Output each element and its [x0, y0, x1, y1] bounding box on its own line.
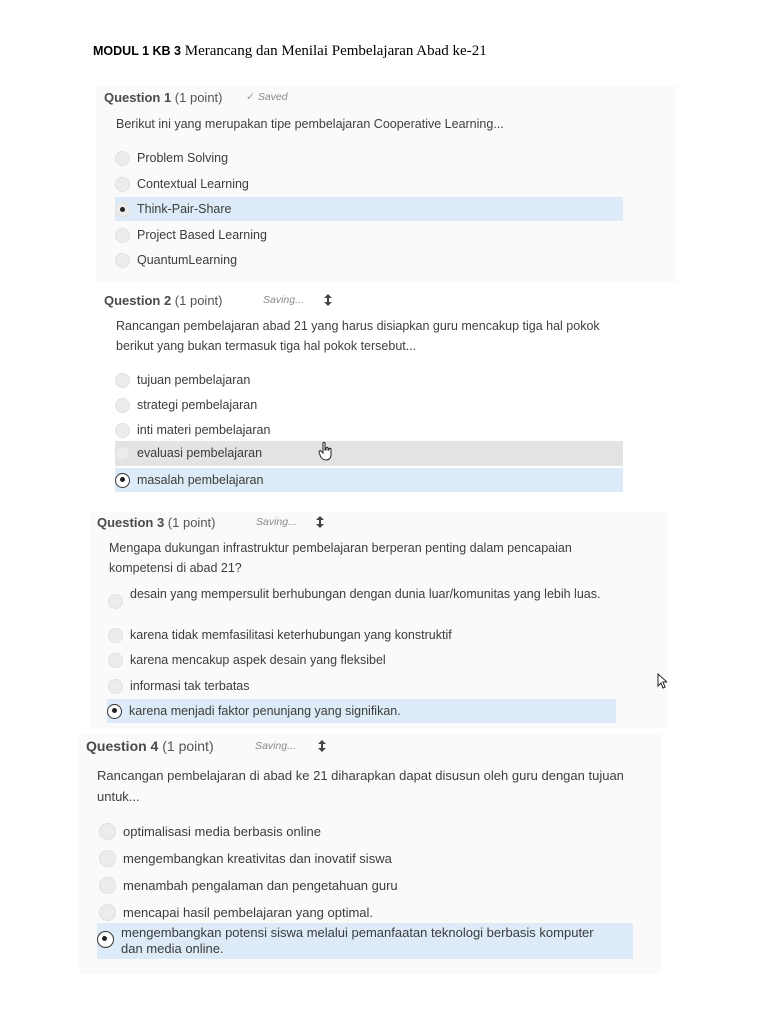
radio-button[interactable] — [99, 823, 116, 840]
question-3-option-selected[interactable] — [107, 699, 616, 723]
question-4-header — [86, 738, 214, 754]
question-2-option-hovered[interactable] — [115, 441, 623, 466]
radio-button[interactable] — [108, 653, 123, 668]
question-2-option-selected[interactable] — [115, 468, 623, 492]
check-icon: ✓ — [246, 91, 255, 103]
option-label: strategi pembelajaran — [137, 397, 258, 412]
document-header — [93, 42, 487, 60]
question-2-status — [263, 294, 304, 306]
radio-button[interactable] — [99, 904, 116, 921]
radio-button[interactable] — [115, 228, 130, 243]
option-label: evaluasi pembelajaran — [137, 446, 263, 460]
module-label: MODUL 1 KB 3 — [93, 44, 181, 58]
question-3-option[interactable] — [108, 623, 616, 647]
question-1-option-selected[interactable] — [115, 197, 623, 221]
question-3-option[interactable] — [108, 674, 616, 698]
question-4-option[interactable] — [99, 818, 633, 844]
radio-button[interactable] — [115, 446, 130, 461]
radio-button[interactable] — [115, 398, 130, 413]
option-label: karena menjadi faktor penunjang yang signifikan. — [129, 703, 401, 718]
radio-button-checked[interactable] — [107, 704, 122, 719]
question-points: (1 point) — [171, 293, 223, 308]
question-4-text: Rancangan pembelajaran di abad ke 21 diharapkan dapat disusun oleh guru dengan tujuan untuk... — [97, 768, 624, 804]
sync-icon — [322, 293, 334, 307]
option-label: Problem Solving — [137, 150, 229, 165]
question-3-option[interactable] — [108, 648, 616, 672]
option-label: mengembangkan kreativitas dan inovatif siswa — [123, 850, 392, 866]
option-label: QuantumLearning — [137, 252, 238, 267]
option-label: informasi tak terbatas — [130, 678, 250, 693]
question-points: (1 point) — [158, 738, 214, 754]
radio-button[interactable] — [108, 679, 123, 694]
question-points: (1 point) — [164, 515, 216, 530]
option-label: Contextual Learning — [137, 176, 249, 191]
question-1-option[interactable] — [115, 172, 623, 196]
option-label: mengembangkan potensi siswa melalui pemanfaatan teknologi berbasis komputer dan media online. — [121, 925, 594, 956]
question-3-header — [97, 515, 216, 530]
radio-button[interactable] — [108, 594, 123, 609]
document-title: Merancang dan Menilai Pembelajaran Abad ke-21 — [180, 43, 487, 59]
question-title: Question 4 — [86, 738, 159, 754]
question-1-option[interactable] — [115, 146, 623, 170]
question-4-option[interactable] — [99, 899, 633, 925]
question-2-text: Rancangan pembelajaran abad 21 yang harus disiapkan guru mencakup tiga hal pokok berikut yang bukan termasuk tiga hal pokok tersebut... — [116, 319, 600, 353]
option-label: Project Based Learning — [137, 227, 267, 242]
status-text: Saving... — [256, 516, 297, 528]
hand-cursor-icon — [318, 441, 334, 461]
radio-button[interactable] — [115, 177, 130, 192]
option-label: inti materi pembelajaran — [137, 422, 271, 437]
question-3-option[interactable] — [108, 586, 616, 620]
radio-button[interactable] — [115, 373, 130, 388]
question-1-option[interactable] — [115, 223, 623, 247]
question-3-status — [256, 516, 297, 528]
question-1-header — [104, 90, 223, 105]
radio-button-checked[interactable] — [115, 473, 130, 488]
radio-button-checked[interactable] — [97, 931, 114, 948]
question-title: Question 2 — [104, 293, 172, 308]
option-label: menambah pengalaman dan pengetahuan guru — [123, 877, 398, 893]
arrow-cursor-icon — [657, 673, 667, 689]
option-label: mencapai hasil pembelajaran yang optimal. — [123, 904, 374, 920]
question-4-status — [255, 740, 296, 752]
status-text: Saving... — [255, 740, 296, 752]
question-1-text: Berikut ini yang merupakan tipe pembelajaran Cooperative Learning... — [116, 117, 504, 131]
status-text: Saved — [257, 91, 288, 103]
question-4-option[interactable] — [99, 872, 633, 898]
radio-button[interactable] — [108, 628, 123, 643]
question-2-option[interactable] — [115, 368, 623, 392]
sync-icon — [316, 739, 328, 753]
sync-icon — [314, 515, 326, 529]
option-label: karena mencakup aspek desain yang fleksibel — [130, 652, 386, 667]
question-points: (1 point) — [171, 90, 223, 105]
status-text: Saving... — [263, 294, 304, 306]
radio-button[interactable] — [115, 423, 130, 438]
question-4-option[interactable] — [99, 845, 633, 871]
radio-button[interactable] — [115, 151, 130, 166]
option-label: Think-Pair-Share — [137, 201, 232, 216]
radio-button[interactable] — [99, 850, 116, 867]
question-2-header — [104, 293, 223, 308]
option-label: masalah pembelajaran — [137, 472, 264, 487]
option-label: tujuan pembelajaran — [137, 372, 251, 387]
question-2-option[interactable] — [115, 418, 623, 442]
question-1-status — [246, 91, 288, 103]
option-label: karena tidak memfasilitasi keterhubungan yang konstruktif — [130, 627, 452, 642]
question-2-option[interactable] — [115, 393, 623, 417]
option-label: desain yang mempersulit berhubungan dengan dunia luar/komunitas yang lebih luas. — [130, 587, 601, 601]
question-1-option[interactable] — [115, 248, 623, 272]
radio-button-checked[interactable] — [115, 202, 130, 217]
question-title: Question 1 — [104, 90, 172, 105]
question-4-option-selected[interactable] — [97, 923, 633, 959]
radio-button[interactable] — [99, 877, 116, 894]
radio-button[interactable] — [115, 253, 130, 268]
question-title: Question 3 — [97, 515, 165, 530]
question-3-text: Mengapa dukungan infrastruktur pembelajaran berperan penting dalam pencapaian kompetensi di abad 21? — [109, 541, 572, 575]
option-label: optimalisasi media berbasis online — [123, 823, 321, 839]
